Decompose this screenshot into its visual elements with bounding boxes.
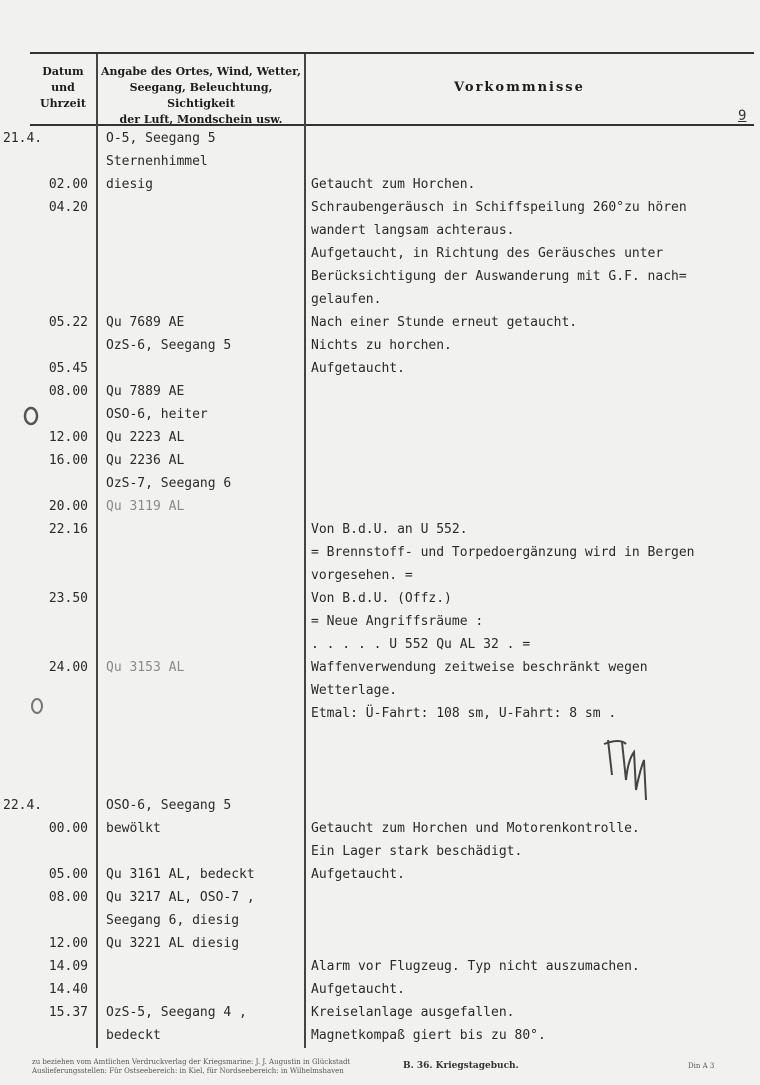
log-row xyxy=(0,913,760,936)
header-date-line2: und xyxy=(51,81,75,94)
log-row xyxy=(0,1005,760,1028)
log-conditions: Qu 3161 AL, bedeckt xyxy=(106,867,255,882)
log-time: 22.16 xyxy=(48,522,88,537)
log-event: Aufgetaucht. xyxy=(311,867,405,882)
log-row xyxy=(0,890,760,913)
log-time: 23.50 xyxy=(48,591,88,606)
log-row xyxy=(0,959,760,982)
log-row xyxy=(0,177,760,200)
log-row xyxy=(0,361,760,384)
log-event: Aufgetaucht. xyxy=(311,982,405,997)
log-row xyxy=(0,223,760,246)
log-time: 12.00 xyxy=(48,430,88,445)
log-time: 04.20 xyxy=(48,200,88,215)
log-conditions: bedeckt xyxy=(106,1028,161,1043)
header-conditions-line2: Seegang, Beleuchtung, Sichtigkeit xyxy=(129,81,273,110)
handwritten-signature xyxy=(600,730,670,810)
log-row xyxy=(0,1028,760,1051)
header-date-line3: Uhrzeit xyxy=(40,97,86,110)
log-event: wandert langsam achteraus. xyxy=(311,223,515,238)
log-event: Waffenverwendung zeitweise beschränkt wegen xyxy=(311,660,648,675)
header-date-column xyxy=(32,64,94,112)
footer-publisher-line2: Auslieferungsstellen: Für Ostseebereich: in Kiel, für Nordseebereich: in Wilhelmshaven xyxy=(32,1067,344,1075)
log-row xyxy=(0,430,760,453)
log-row xyxy=(0,683,760,706)
log-event: Kreiselanlage ausgefallen. xyxy=(311,1005,515,1020)
log-event: Getaucht zum Horchen. xyxy=(311,177,476,192)
log-time: 24.00 xyxy=(48,660,88,675)
log-time: 14.40 xyxy=(48,982,88,997)
log-conditions: OzS-7, Seegang 6 xyxy=(106,476,232,491)
log-conditions: Seegang 6, diesig xyxy=(106,913,240,928)
log-event: Von B.d.U. (Offz.) xyxy=(311,591,452,606)
footer-form-title: B. 36. Kriegstagebuch. xyxy=(403,1061,519,1071)
log-conditions: OSO-6, heiter xyxy=(106,407,208,422)
log-conditions: Qu 7889 AE xyxy=(106,384,185,399)
log-row xyxy=(0,591,760,614)
page-number: 9 xyxy=(738,108,747,124)
log-row xyxy=(0,407,760,430)
log-event: Berücksichtigung der Auswanderung mit G.F. nach= xyxy=(311,269,687,284)
log-event: = Neue Angriffsräume : xyxy=(311,614,484,629)
log-conditions: Qu 7689 AE xyxy=(106,315,185,330)
log-row xyxy=(0,867,760,890)
log-event: Schraubengeräusch in Schiffspeilung 260°zu hören xyxy=(311,200,687,215)
log-event: Aufgetaucht, in Richtung des Geräusches unter xyxy=(311,246,664,261)
log-row xyxy=(0,499,760,522)
log-time: 05.45 xyxy=(48,361,88,376)
log-row xyxy=(0,315,760,338)
log-conditions: diesig xyxy=(106,177,153,192)
log-event: Magnetkompaß giert bis zu 80°. xyxy=(311,1028,546,1043)
log-row xyxy=(0,545,760,568)
log-conditions: OzS-6, Seegang 5 xyxy=(106,338,232,353)
log-event: Wetterlage. xyxy=(311,683,398,698)
log-row xyxy=(0,706,760,729)
punch-hole-mark xyxy=(22,406,40,426)
log-conditions: bewölkt xyxy=(106,821,161,836)
log-time: 05.00 xyxy=(48,867,88,882)
log-time: 20.00 xyxy=(48,499,88,514)
header-date-line1: Datum xyxy=(42,65,84,78)
log-event: gelaufen. xyxy=(311,292,382,307)
log-time: 15.37 xyxy=(48,1005,88,1020)
log-row xyxy=(0,453,760,476)
log-time: 00.00 xyxy=(48,821,88,836)
header-conditions-column xyxy=(98,64,304,128)
log-conditions: Qu 2223 AL xyxy=(106,430,185,445)
log-event: Alarm vor Flugzeug. Typ nicht auszumachen. xyxy=(311,959,640,974)
log-row xyxy=(0,844,760,867)
log-event: Nach einer Stunde erneut getaucht. xyxy=(311,315,578,330)
log-row xyxy=(0,614,760,637)
header-conditions-line3: der Luft, Mondschein usw. xyxy=(119,113,283,126)
log-row xyxy=(0,660,760,683)
header-events-title: Vorkommnisse xyxy=(454,80,585,95)
log-row xyxy=(0,522,760,545)
log-time: 16.00 xyxy=(48,453,88,468)
log-time: 12.00 xyxy=(48,936,88,951)
log-row xyxy=(0,131,760,154)
log-event: Von B.d.U. an U 552. xyxy=(311,522,468,537)
log-event: Getaucht zum Horchen und Motorenkontrolle. xyxy=(311,821,640,836)
log-event: vorgesehen. = xyxy=(311,568,413,583)
log-conditions: O-5, Seegang 5 xyxy=(106,131,216,146)
footer-publisher xyxy=(32,1058,350,1076)
log-row xyxy=(0,821,760,844)
log-conditions: OSO-6, Seegang 5 xyxy=(106,798,232,813)
punch-hole-mark xyxy=(28,696,46,716)
log-conditions: Qu 2236 AL xyxy=(106,453,185,468)
log-row xyxy=(0,338,760,361)
log-row xyxy=(0,246,760,269)
log-row xyxy=(0,200,760,223)
log-row xyxy=(0,637,760,660)
log-time: 08.00 xyxy=(48,384,88,399)
log-time: 05.22 xyxy=(48,315,88,330)
log-event: Nichts zu horchen. xyxy=(311,338,452,353)
log-event: . . . . . U 552 Qu AL 32 . = xyxy=(311,637,531,652)
log-conditions: Qu 3217 AL, OSO-7 , xyxy=(106,890,255,905)
log-event: Ein Lager stark beschädigt. xyxy=(311,844,523,859)
log-time: 08.00 xyxy=(48,890,88,905)
log-row xyxy=(0,154,760,177)
log-row xyxy=(0,568,760,591)
log-row xyxy=(0,292,760,315)
log-conditions: Qu 3153 AL xyxy=(106,660,185,675)
log-row xyxy=(0,476,760,499)
log-day: 21.4. xyxy=(3,131,43,146)
log-row xyxy=(0,936,760,959)
log-conditions: Qu 3221 AL diesig xyxy=(106,936,240,951)
log-row xyxy=(0,269,760,292)
log-time: 02.00 xyxy=(48,177,88,192)
log-row xyxy=(0,384,760,407)
log-time: 14.09 xyxy=(48,959,88,974)
log-conditions: Qu 3119 AL xyxy=(106,499,185,514)
footer-publisher-line1: zu beziehen vom Amtlichen Verdruckverlag der Kriegsmarine: J. J. Augustin in Glückstadt xyxy=(32,1058,351,1066)
log-event: Etmal: Ü-Fahrt: 108 sm, U-Fahrt: 8 sm . xyxy=(311,706,617,721)
header-top-rule xyxy=(30,52,754,54)
log-day: 22.4. xyxy=(3,798,43,813)
log-event: Aufgetaucht. xyxy=(311,361,405,376)
footer-paper-size: Din A 3 xyxy=(688,1062,715,1070)
log-event: = Brennstoff- und Torpedoergänzung wird in Bergen xyxy=(311,545,695,560)
log-conditions: OzS-5, Seegang 4 , xyxy=(106,1005,247,1020)
log-conditions: Sternenhimmel xyxy=(106,154,208,169)
header-conditions-line1: Angabe des Ortes, Wind, Wetter, xyxy=(100,65,302,78)
log-row xyxy=(0,982,760,1005)
